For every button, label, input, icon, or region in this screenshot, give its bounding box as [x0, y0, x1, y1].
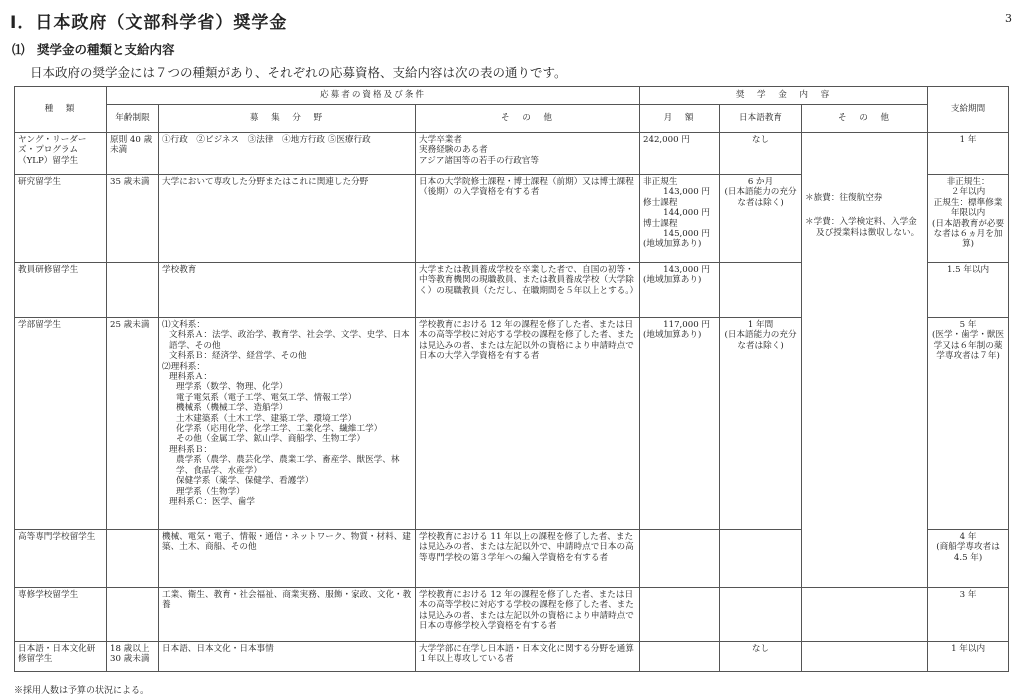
monthly-line: 143,000 円 — [663, 265, 711, 275]
benefits-other-cell — [802, 133, 928, 588]
period-line: 非正規生： — [946, 177, 990, 187]
other-line: 大学学部に在学し日本語・日本文化に関する分野を通算１年以上専攻している者 — [419, 644, 634, 665]
fields-cell: 日本語、日本文化・日本事情 — [159, 642, 416, 672]
fields-cell: ①行政 ②ビジネス ③法律 ④地方行政 ⑤医療行政 — [159, 133, 416, 175]
japanese-line: (日本語能力の充分な者は除く) — [724, 330, 797, 351]
period-line: 1 年以内 — [951, 644, 986, 654]
period-cell — [928, 133, 1009, 175]
japanese-cell — [720, 318, 802, 530]
other-cell — [416, 133, 640, 175]
field-line: 文科系Ｂ：経済学、経営学、その他 — [169, 351, 307, 362]
page-title: Ⅰ．日本政府（文部科学省）奨学金 — [10, 13, 288, 33]
header-benefits: 奨 学 金 内 容 — [640, 87, 928, 105]
header-period: 支給期間 — [928, 87, 1009, 133]
fields-cell: 機械、電気・電子、情報・通信・ネットワーク、物質・材料、建築、土木、商船、その他 — [159, 530, 416, 588]
fields-cell: 工業、衛生、教育・社会福祉、商業実務、服飾・家政、文化・教養 — [159, 588, 416, 642]
field-line: 土木建築系（土木工学、建築工学、環境工学） — [176, 413, 357, 424]
monthly-cell — [640, 318, 720, 530]
monthly-cell — [640, 530, 720, 588]
japanese-line: なし — [751, 644, 770, 654]
tuition-note: ＊学費：入学検定料、入学金及び授業料は徴収しない。 — [805, 217, 920, 238]
age-cell: 原則 40 歳未満 — [107, 133, 159, 175]
field-line: 理科系Ｂ： — [169, 444, 212, 455]
table-row — [15, 588, 1009, 642]
period-cell — [928, 530, 1009, 588]
monthly-line: 143,000 円 — [663, 187, 711, 198]
monthly-line: 修士課程 — [643, 197, 678, 208]
age-cell — [107, 530, 159, 588]
period-line: (日本語教育が必要な者は６ヵ月を加算) — [932, 218, 1005, 250]
page-number: 3 — [1005, 12, 1012, 25]
type-cell: 研究留学生 — [15, 175, 107, 263]
field-line: 理科系Ａ： — [169, 372, 212, 383]
fields-cell: 大学において専攻した分野またはこれに関連した分野 — [159, 175, 416, 263]
intro-text: 日本政府の奨学金には７つの種類があり、それぞれの応募資格、支給内容は次の表の通りです。 — [30, 65, 567, 80]
monthly-line: 145,000 円 — [663, 229, 711, 240]
other-line: アジア諸国等の若手の行政官等 — [419, 155, 539, 166]
period-line: ２年以内 — [950, 187, 986, 198]
other-line: 学校教育における 12 年の課程を修了した者、または日本の高等学校に対応する学校の課程を修了した者、または見込みの者、または左記以外の資格により申請時点で日本の大学入学資格を有する者 — [419, 320, 634, 362]
field-line: 機械系（機械工学、造船学） — [176, 403, 288, 414]
monthly-line: 242,000 円 — [643, 135, 690, 145]
japanese-cell — [720, 588, 802, 642]
japanese-line: (日本語能力の充分な者は除く) — [724, 187, 797, 208]
other-line: 大学卒業者 — [419, 135, 462, 145]
period-line: 正規生：標準修業年限以内 — [933, 197, 1003, 219]
benefits-other-cell — [802, 642, 928, 672]
fields-cell: 学校教育 — [159, 263, 416, 318]
japanese-cell — [720, 133, 802, 175]
other-cell — [416, 263, 640, 318]
period-line: 3 年 — [959, 590, 977, 600]
other-cell — [416, 588, 640, 642]
type-cell: 専修学校留学生 — [15, 588, 107, 642]
monthly-line: (地域加算あり) — [643, 239, 702, 250]
header-other: そ の 他 — [416, 105, 640, 133]
travel-note: ＊旅費：往復航空券 — [805, 193, 883, 203]
header-monthly: 月 額 — [640, 105, 720, 133]
monthly-line: 非正規生 — [643, 177, 678, 187]
field-line: その他（金属工学、鉱山学、商船学、生物工学） — [176, 434, 366, 445]
period-cell — [928, 588, 1009, 642]
japanese-line: 1 年間 — [747, 320, 774, 330]
monthly-cell — [640, 588, 720, 642]
japanese-cell — [720, 530, 802, 588]
period-line: 5 年 — [959, 320, 977, 330]
period-line: 1 年 — [959, 135, 977, 145]
field-line: 文科系Ａ：法学、政治学、教育学、社会学、文学、史学、日本語学、その他 — [169, 330, 410, 351]
period-cell — [928, 263, 1009, 318]
type-cell: 学部留学生 — [15, 318, 107, 530]
header-benefits-other: そ の 他 — [802, 105, 928, 133]
fields-cell — [159, 318, 416, 530]
monthly-line: (地域加算あり) — [643, 330, 702, 341]
japanese-cell — [720, 642, 802, 672]
monthly-cell — [640, 642, 720, 672]
field-line: 電子電気系（電子工学、電気工学、情報工学） — [176, 392, 357, 403]
other-cell — [416, 175, 640, 263]
age-cell: 35 歳未満 — [107, 175, 159, 263]
header-type: 種 類 — [15, 87, 107, 133]
monthly-line: 144,000 円 — [663, 208, 711, 219]
other-cell — [416, 530, 640, 588]
other-cell — [416, 642, 640, 672]
table-row — [15, 133, 1009, 175]
monthly-cell — [640, 263, 720, 318]
other-line: 学校教育における 11 年以上の課程を修了した者、または見込みの者、または左記以外で、申請時点で日本の高等専門学校の第３学年への編入学資格を有する者 — [419, 532, 634, 563]
monthly-cell — [640, 175, 720, 263]
other-line: 実務経験のある者 — [419, 145, 488, 156]
japanese-cell — [720, 175, 802, 263]
japanese-cell — [720, 263, 802, 318]
period-line: (商船学専攻者は4.5 年) — [936, 542, 1000, 563]
field-line: 保健学系（薬学、保健学、看護学） — [176, 476, 314, 487]
period-cell — [928, 175, 1009, 263]
field-line: 理学系（生物学） — [176, 486, 245, 497]
section-title: ⑴ 奨学金の種類と支給内容 — [12, 42, 175, 57]
other-cell — [416, 318, 640, 530]
monthly-cell — [640, 133, 720, 175]
japanese-line: 6 か月 — [747, 177, 774, 187]
type-cell: 日本語・日本文化研修留学生 — [15, 642, 107, 672]
japanese-line: なし — [751, 135, 770, 145]
scholarship-table — [14, 86, 1009, 672]
age-cell — [107, 588, 159, 642]
monthly-line: 博士課程 — [643, 218, 678, 229]
age-cell: 25 歳未満 — [107, 318, 159, 530]
period-cell — [928, 642, 1009, 672]
benefits-other-cell — [802, 588, 928, 642]
period-line: (医学・歯学・獣医学又は６年制の薬学専攻者は７年) — [932, 330, 1005, 362]
period-cell — [928, 318, 1009, 530]
field-line: 理科系Ｃ：医学、歯学 — [169, 496, 255, 507]
field-line: 化学系（応用化学、化学工学、工業化学、繊維工学） — [176, 424, 383, 435]
type-cell: 教員研修留学生 — [15, 263, 107, 318]
age-cell — [107, 263, 159, 318]
type-cell: 高等専門学校留学生 — [15, 530, 107, 588]
monthly-line: (地域加算あり) — [643, 275, 702, 286]
field-line: 農学系（農学、農芸化学、農業工学、畜産学、獣医学、林学、食品学、水産学） — [176, 455, 400, 476]
other-line: 大学または教員養成学校を卒業した者で、自国の初等・中等教育機関の現職教員、または教員養成学校（大学除く）の現職教員（ただし、在職期間を５年以上とする。） — [419, 265, 639, 296]
field-line: 理学系（数学、物理、化学） — [176, 382, 288, 393]
header-eligibility: 応募者の資格及び条件 — [107, 87, 640, 105]
age-cell: 18 歳以上30 歳未満 — [107, 642, 159, 672]
header-fields: 募 集 分 野 — [159, 105, 416, 133]
period-line: 4 年 — [959, 532, 977, 542]
table-row — [15, 642, 1009, 672]
field-line: ⑵理科系： — [162, 361, 205, 372]
period-line: 1.5 年以内 — [946, 265, 990, 275]
header-age-limit: 年齢制限 — [107, 105, 159, 133]
field-line: ⑴文科系： — [162, 320, 205, 330]
monthly-line: 117,000 円 — [663, 320, 711, 330]
header-japanese: 日本語教育 — [720, 105, 802, 133]
other-line: 日本の大学院修士課程・博士課程（前期）又は博士課程（後期）の入学資格を有する者 — [419, 177, 634, 198]
other-line: 学校教育における 12 年の課程を修了した者、または日本の高等学校に対応する学校の課程を修了した者、または見込みの者、または左記以外の資格により申請時点で日本の専修学校入学資格を有する者 — [419, 590, 634, 632]
type-cell: ヤング・リーダーズ・プログラム（YLP）留学生 — [15, 133, 107, 175]
footnote: ※採用人数は予算の状況による。 — [14, 686, 150, 696]
